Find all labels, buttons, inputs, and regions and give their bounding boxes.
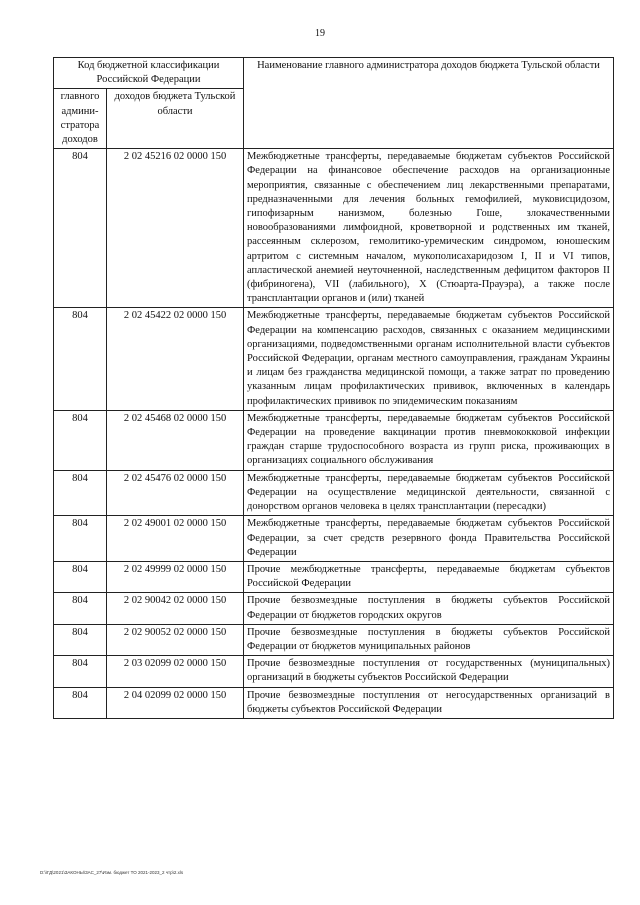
table-row [54,561,614,592]
header-name-column: Наименование главного администратора доходов бюджета Тульской области [244,58,614,149]
budget-code-cell: 2 02 45476 02 0000 150 [107,470,244,516]
name-cell: Прочие межбюджетные трансферты, передаваемые бюджетам субъектов Российской Федерации [244,561,614,592]
admin-code-cell: 804 [54,470,107,516]
table-body [54,149,614,719]
header-income-column: доходов бюджета Тульской области [107,89,244,149]
admin-code-cell: 804 [54,687,107,718]
budget-code-cell: 2 02 45468 02 0000 150 [107,410,244,470]
admin-code-cell: 804 [54,516,107,562]
page-number: 19 [315,28,325,39]
budget-code-cell: 2 02 45422 02 0000 150 [107,308,244,410]
budget-code-cell: 2 03 02099 02 0000 150 [107,656,244,687]
admin-code-cell: 804 [54,561,107,592]
name-cell: Межбюджетные трансферты, передаваемые бюджетам субъектов Российской Федерации на проведение вакцинации против пневмококковой инфекции граждан старше трудоспособного возраста из групп риска, проживающих в организациях социального обслуживания [244,410,614,470]
name-cell: Межбюджетные трансферты, передаваемые бюджетам субъектов Российской Федерации, за счет средств резервного фонда Правительства Российской Федерации [244,516,614,562]
header-code-group: Код бюджетной классификации Российской Федерации [54,58,244,89]
admin-code-cell: 804 [54,410,107,470]
name-cell: Прочие безвозмездные поступления от негосударственных организаций в бюджеты субъектов Российской Федерации [244,687,614,718]
budget-code-cell: 2 02 90052 02 0000 150 [107,624,244,655]
name-cell: Межбюджетные трансферты, передаваемые бюджетам субъектов Российской Федерации на компенсацию расходов, связанных с оказанием медицинскими организациями, подведомственными органам исполнительной власти субъектов Российской Федерации, органам местного самоуправления, гражданам Украины и лицам без гражданства медицинской помощи, а также затрат по проведению указанным лицам профилактических прививок, включенных в календарь профилактических прививок по эпидемическим показаниям [244,308,614,410]
table-row [54,410,614,470]
budget-code-cell: 2 04 02099 02 0000 150 [107,687,244,718]
budget-classification-table [53,57,614,719]
name-cell: Прочие безвозмездные поступления в бюджеты субъектов Российской Федерации от бюджетов городских округов [244,593,614,624]
budget-code-cell: 2 02 49999 02 0000 150 [107,561,244,592]
footer-file-path: D:\\ГД\2021\ЗАКОНЫ\ЗАС_27\Изм. бюджет ТО 2021-2023_2 чтр\2.xls [40,870,184,875]
table-row [54,593,614,624]
header-admin-column: главного админи-стратора доходов [54,89,107,149]
name-cell: Межбюджетные трансферты, передаваемые бюджетам субъектов Российской Федерации на финансовое обеспечение расходов на организационные мероприятия, связанные с обеспечением лиц лекарственными препаратами, предназначенными для лечения больных гемофилией, муковисцидозом, гипофизарным нанизмом, болезнью Гоше, злокачественными новообразованиями лимфоидной, кроветворной и родственных им тканей, рассеянным склерозом, гемолитико-уремическим синдромом, юношеским артритом с системным началом, мукополисахаридозом I, II и VI типов, апластической анемией неуточненной, наследственным дефицитом факторов II (фибриногена), VII (лабильного), X (Стюарта-Прауэра), а также после трансплантации органов и (или) тканей [244,149,614,308]
admin-code-cell: 804 [54,308,107,410]
table-row [54,149,614,308]
name-cell: Межбюджетные трансферты, передаваемые бюджетам субъектов Российской Федерации на осуществление медицинской деятельности, связанной с донорством органов человека в целях трансплантации (пересадки) [244,470,614,516]
table-row [54,470,614,516]
name-cell: Прочие безвозмездные поступления в бюджеты субъектов Российской Федерации от бюджетов муниципальных районов [244,624,614,655]
admin-code-cell: 804 [54,593,107,624]
admin-code-cell: 804 [54,624,107,655]
admin-code-cell: 804 [54,149,107,308]
name-cell: Прочие безвозмездные поступления от государственных (муниципальных) организаций в бюджеты субъектов Российской Федерации [244,656,614,687]
table-row [54,516,614,562]
budget-code-cell: 2 02 49001 02 0000 150 [107,516,244,562]
table-row [54,308,614,410]
budget-code-cell: 2 02 90042 02 0000 150 [107,593,244,624]
table-row [54,656,614,687]
table-row [54,624,614,655]
table-row [54,687,614,718]
admin-code-cell: 804 [54,656,107,687]
budget-code-cell: 2 02 45216 02 0000 150 [107,149,244,308]
